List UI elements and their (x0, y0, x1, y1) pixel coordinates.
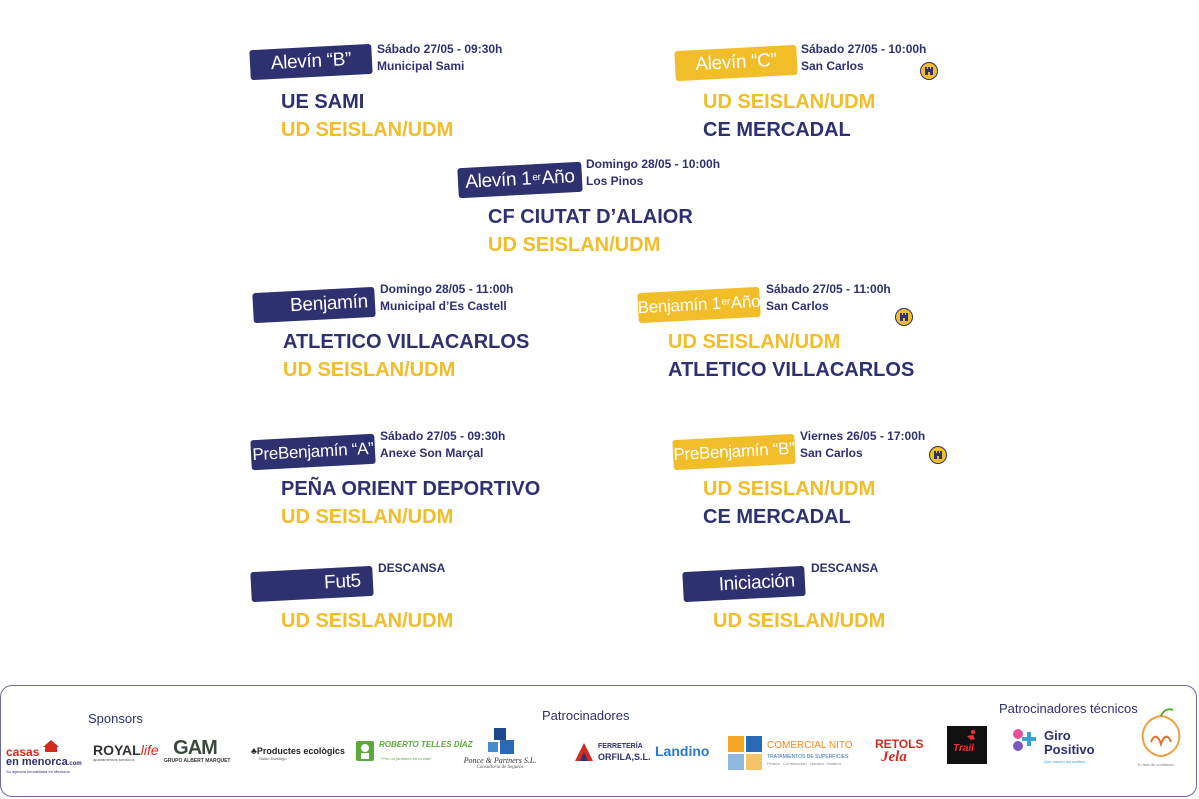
patrocinadores-tecnicos-label: Patrocinadores técnicos (999, 701, 1138, 716)
home-team: UD SEISLAN/UDM (703, 478, 876, 500)
category-sup: er (721, 295, 731, 308)
category-tail: Año (730, 291, 761, 313)
category-label: PreBenjamín “B” (672, 438, 795, 465)
partners-mark-icon (486, 728, 514, 756)
logo-productes-ecologics (251, 746, 345, 761)
match-venue: San Carlos (801, 59, 864, 73)
category-tag-alevin-1er-ano (457, 162, 582, 198)
match-info (377, 41, 502, 75)
category-label: Iniciación (718, 570, 796, 596)
away-team: UD SEISLAN/UDM (281, 119, 454, 141)
match-status: DESCANSA (811, 561, 879, 575)
category-label: Fut5 (323, 570, 362, 594)
landino-name: Landino (655, 743, 710, 759)
away-team: UD SEISLAN/UDM (281, 506, 454, 528)
category-tag-prebenjamin-b (672, 434, 795, 470)
giro-line2: Positivo (1044, 742, 1095, 757)
patrocinadores-label: Patrocinadores (542, 708, 630, 723)
category-tail: Año (541, 166, 576, 189)
category-label: PreBenjamín “A” (251, 438, 374, 465)
roberto-sub: “Pon un jardinero en tu vida” (381, 756, 432, 761)
match-date: Domingo 28/05 - 10:00h (586, 157, 721, 171)
away-team: CE MERCADAL (703, 506, 851, 528)
team-name: UD SEISLAN/UDM (281, 610, 454, 632)
gam-name: GRUPO ALBERT MARQUET (164, 758, 231, 764)
match-date: Sábado 27/05 - 11:00h (766, 282, 891, 296)
royal-main: ROYAL (93, 742, 141, 758)
away-team: UD SEISLAN/UDM (283, 359, 456, 381)
match-date: Domingo 28/05 - 11:00h (380, 282, 514, 296)
home-team: UD SEISLAN/UDM (703, 91, 876, 113)
match-venue: Los Pinos (586, 174, 644, 188)
match-date: Sábado 27/05 - 10:00h (801, 42, 927, 56)
club-crest-icon (929, 446, 947, 464)
category-label: Benjamín (289, 291, 369, 317)
category-label: Alevín “B” (270, 48, 352, 75)
casas-line2: en menorca (6, 756, 68, 768)
category-sup: er (532, 171, 541, 183)
retols-script: Jela (881, 749, 907, 765)
away-team: CE MERCADAL (703, 119, 851, 141)
category-tag-benjamin-1er-ano (637, 287, 760, 323)
casas-tagline: Su agencia inmobiliaria en Menorca (6, 769, 70, 774)
category-label: Benjamín 1 (637, 293, 722, 318)
match-date: Sábado 27/05 - 09:30h (380, 429, 506, 443)
retols-name: RETOLS (875, 737, 924, 751)
category-tag-alevin-c (674, 45, 797, 81)
match-venue: San Carlos (800, 446, 863, 460)
royal-tagline: apartamentos turísticos (93, 757, 135, 762)
home-team: UE SAMI (281, 91, 365, 113)
match-date: Sábado 27/05 - 09:30h (377, 42, 503, 56)
giro-sub: Que crecen tus sueños (1044, 759, 1086, 764)
sponsors-label: Sponsors (88, 711, 143, 726)
match-info (380, 428, 505, 462)
casas-line1: casas (6, 745, 40, 759)
logo-landino (655, 743, 709, 759)
leaf-icon: ♣ (251, 746, 257, 756)
category-tag-fut5 (250, 566, 373, 602)
club-crest-icon (895, 308, 913, 326)
runner-icon (961, 730, 981, 744)
logo-fisio (1135, 708, 1187, 774)
gardener-icon (355, 740, 375, 762)
match-venue: Anexe Son Marçal (380, 446, 484, 460)
nito-name: COMERCIAL NITO (767, 740, 853, 751)
match-info (800, 428, 925, 462)
away-team: UD SEISLAN/UDM (488, 234, 661, 256)
gam-mark: GAM (173, 737, 217, 759)
home-team: PEÑA ORIENT DEPORTIVO (281, 478, 541, 500)
logo-royal-life (93, 743, 159, 762)
ferreteria-line1: FERRETERÍA (598, 743, 643, 750)
match-info (380, 281, 513, 315)
giro-line1: Giro (1044, 728, 1071, 743)
match-info (801, 41, 926, 75)
partners-sub: Consultoría de Seguros (476, 765, 524, 770)
home-team: ATLETICO VILLACARLOS (283, 331, 530, 353)
home-team: UD SEISLAN/UDM (668, 331, 841, 353)
ferreteria-line2: ORFILA,S.L. (598, 752, 651, 762)
category-tag-benjamin (252, 287, 375, 323)
category-tag-alevin-b (249, 44, 372, 80)
productes-sub: Santo Domingo (259, 756, 287, 761)
trail-name: Trail (953, 743, 974, 754)
logo-retols-jela (875, 738, 923, 765)
match-date: Viernes 26/05 - 17:00h (800, 429, 926, 443)
match-status: DESCANSA (378, 561, 446, 575)
club-crest-icon (920, 62, 938, 80)
match-info (586, 156, 720, 190)
category-label: Alevín “C” (694, 49, 778, 76)
peach-icon (1135, 708, 1187, 760)
fisio-sub: Tu fisio de confianza (1137, 762, 1174, 767)
home-team: CF CIUTAT D’ALAIOR (488, 206, 693, 228)
giro-plus-icon (1011, 728, 1041, 754)
royal-life: life (140, 742, 159, 758)
nito-sub2: Pintura · Construcción · Náutica · Madera (767, 761, 841, 766)
match-venue: San Carlos (766, 299, 829, 313)
nito-sub: TRATAMIENTOS DE SUPERFICIES (767, 754, 849, 760)
casas-tld: .com (67, 761, 82, 767)
logo-partners (459, 728, 541, 770)
ferreteria-icon (573, 741, 595, 763)
team-name: UD SEISLAN/UDM (713, 610, 886, 632)
away-team: ATLETICO VILLACARLOS (668, 359, 915, 381)
productes-name: Productes ecològics (256, 746, 345, 756)
match-info (766, 281, 891, 315)
logo-grupo-albert-marquet (164, 737, 231, 764)
nito-mark-icon (728, 736, 764, 770)
match-venue: Municipal Sami (377, 59, 465, 73)
logo-trail (947, 726, 987, 764)
house-icon (42, 739, 60, 753)
roberto-name: ROBERTO TELLES DÍAZ (379, 740, 473, 749)
category-label: Alevín 1 (464, 168, 533, 193)
match-venue: Municipal d’Es Castell (380, 299, 507, 313)
partners-name: Ponce & Partners S.L. (463, 756, 537, 765)
sponsors-footer (0, 685, 1197, 797)
category-tag-prebenjamin-a (250, 434, 375, 470)
category-tag-iniciacion (682, 566, 805, 602)
